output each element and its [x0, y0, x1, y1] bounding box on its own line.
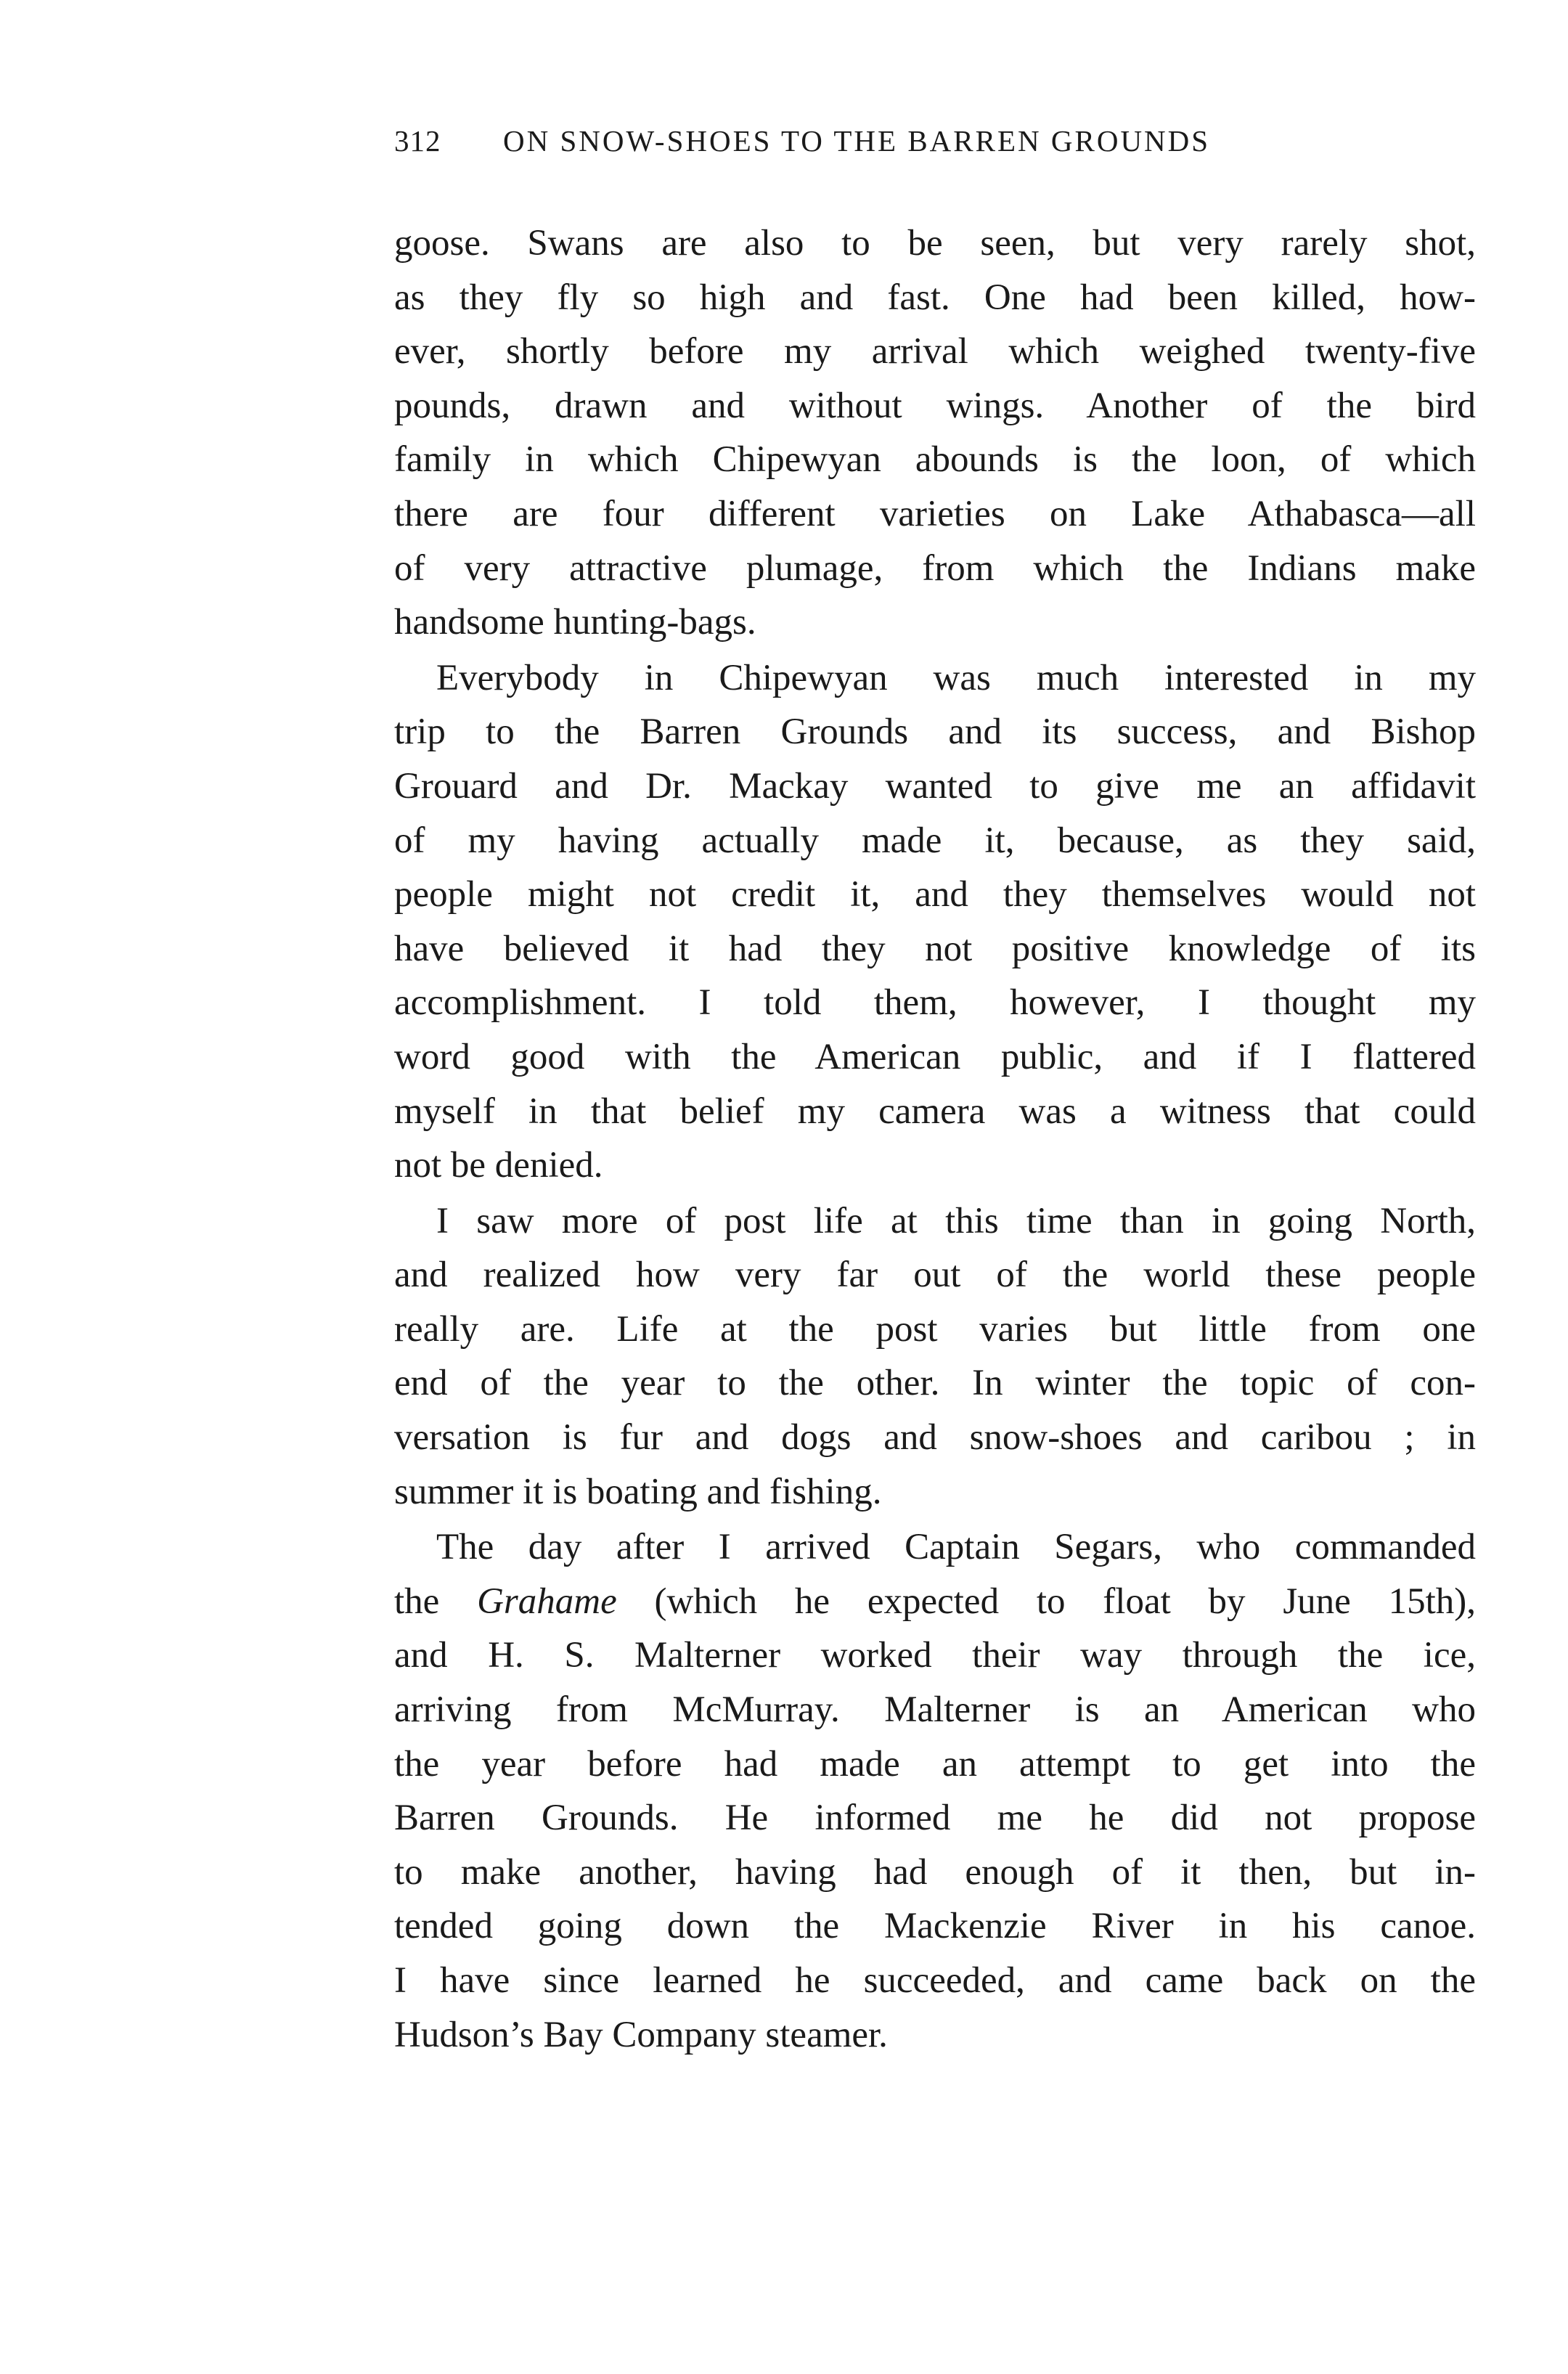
- text-line: as they fly so high and fast. One had been killed, how-: [394, 277, 1476, 318]
- text-line: Barren Grounds. He informed me he did not propose: [394, 1798, 1476, 1839]
- text-line: trip to the Barren Grounds and its success, and Bishop: [394, 711, 1476, 753]
- text-line: ever, shortly before my arrival which weighed twenty-five: [394, 331, 1476, 372]
- text-line: to make another, having had enough of it then, but in-: [394, 1851, 1476, 1893]
- text-line: of very attractive plumage, from which the Indians make: [394, 547, 1476, 589]
- text-line: handsome hunting-bags.: [394, 602, 756, 643]
- paragraph-3: [394, 1194, 1476, 1520]
- text-line: arriving from McMurray. Malterner is an American who: [394, 1689, 1476, 1731]
- page-number: 312: [394, 124, 441, 158]
- text-line: myself in that belief my camera was a witness that could: [394, 1090, 1476, 1132]
- text-line: pounds, drawn and without wings. Another of the bird: [394, 385, 1476, 426]
- paragraph-4: [394, 1520, 1476, 2062]
- text-line: and realized how very far out of the world these people: [394, 1255, 1476, 1296]
- text-line: the year before had made an attempt to get into the: [394, 1743, 1476, 1784]
- text-line: I have since learned he succeeded, and came back on the: [394, 1960, 1476, 2001]
- text-line: Hudson’s Bay Company steamer.: [394, 2014, 888, 2055]
- text-line: summer it is boating and fishing.: [394, 1471, 882, 1512]
- text-line: really are. Life at the post varies but little from one: [394, 1308, 1476, 1350]
- text-line: end of the year to the other. In winter the topic of con-: [394, 1363, 1476, 1404]
- running-header: [394, 123, 1476, 167]
- text-line: The day after I arrived Captain Segars, who commanded: [436, 1527, 1476, 1568]
- text-line: I saw more of post life at this time than in going North,: [436, 1200, 1476, 1241]
- paragraph-1: [394, 216, 1476, 650]
- text-line: people might not credit it, and they themselves would not: [394, 874, 1476, 915]
- body-text: [394, 216, 1476, 2062]
- text-line: goose. Swans are also to be seen, but very rarely shot,: [394, 223, 1476, 264]
- text-line: versation is fur and dogs and snow-shoes and caribou ; in: [394, 1417, 1476, 1459]
- text-line: have believed it had they not positive knowledge of its: [394, 928, 1476, 969]
- text-line: there are four different varieties on Lake Athabasca—all: [394, 493, 1476, 534]
- text-line: accomplishment. I told them, however, I thought my: [394, 982, 1476, 1024]
- paragraph-2: [394, 651, 1476, 1193]
- text-line: of my having actually made it, because, as they said,: [394, 820, 1476, 861]
- text-line: and H. S. Malterner worked their way through the ice,: [394, 1635, 1476, 1676]
- text-line: Grouard and Dr. Mackay wanted to give me an affidavit: [394, 765, 1476, 807]
- text-line: word good with the American public, and if I flattered: [394, 1036, 1476, 1077]
- text-line: Everybody in Chipewyan was much interested in my: [436, 657, 1476, 698]
- italic-ship-name: Grahame: [477, 1580, 617, 1622]
- text-line: not be denied.: [394, 1145, 603, 1186]
- text-line: tended going down the Mackenzie River in his canoe.: [394, 1906, 1476, 1947]
- running-title: ON SNOW-SHOES TO THE BARREN GROUNDS: [503, 124, 1211, 158]
- text-line: the Grahame (which he expected to float by June 15th),: [394, 1580, 1476, 1622]
- text-line: family in which Chipewyan abounds is the loon, of which: [394, 439, 1476, 481]
